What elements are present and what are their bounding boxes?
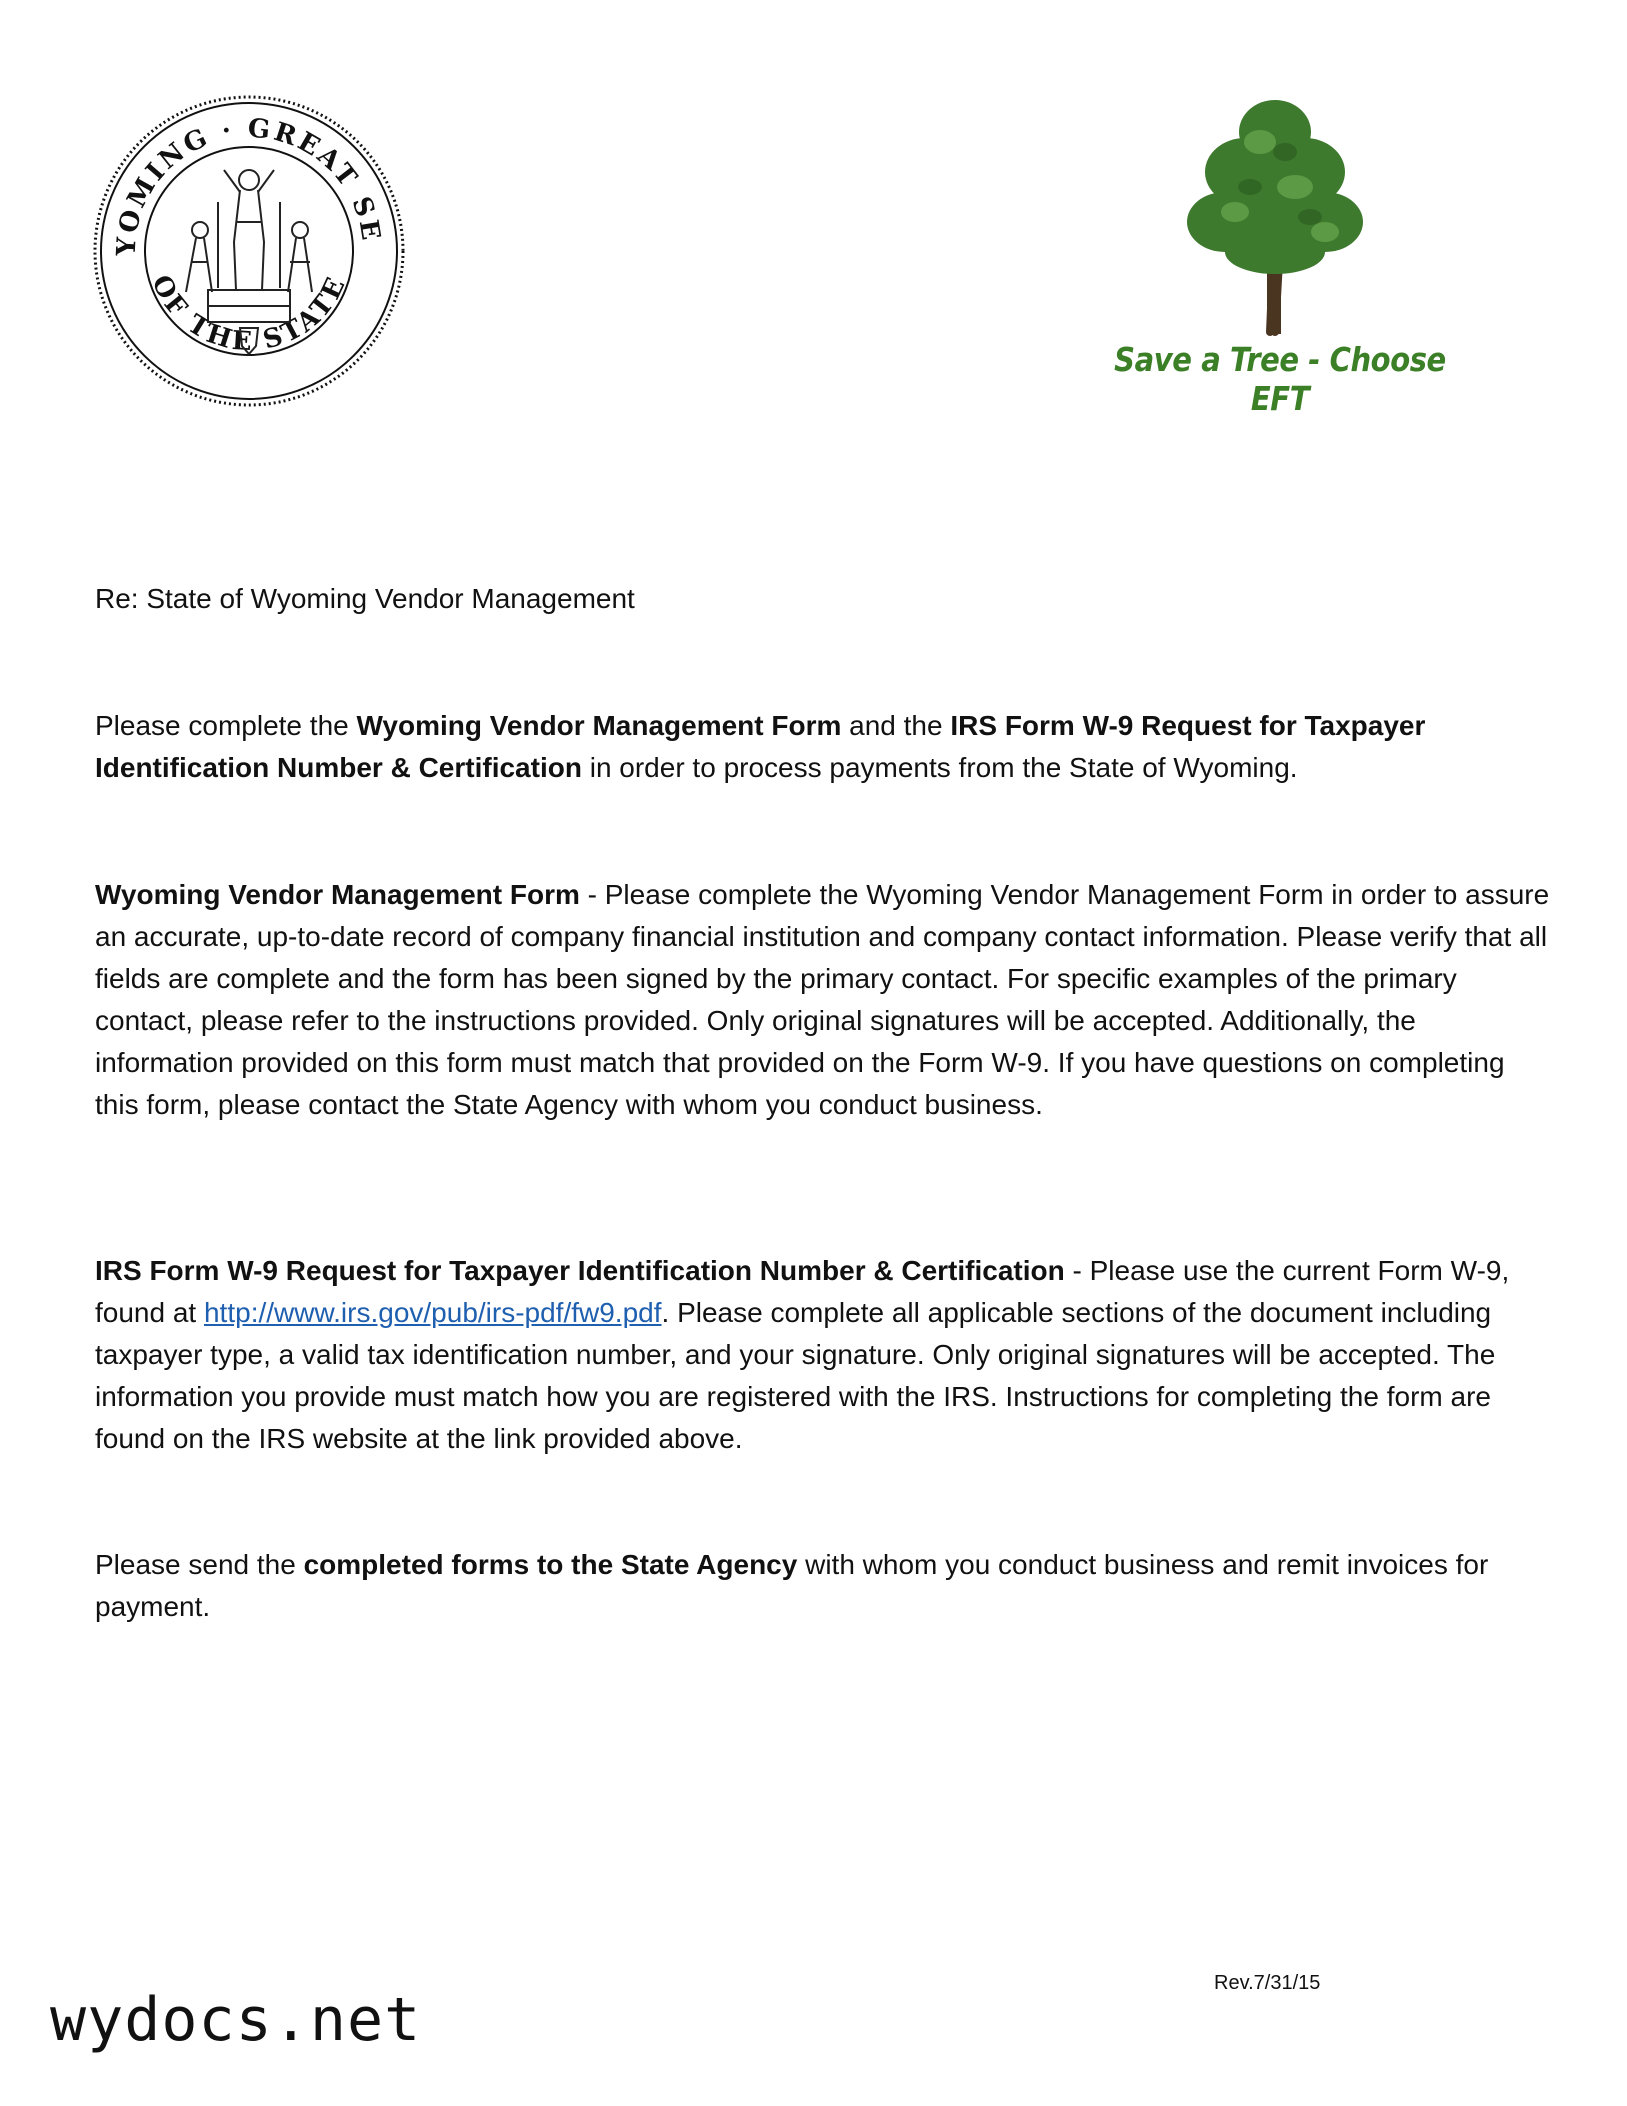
p1-bold-w9-form: IRS Form W-9 Request for Taxpayer Identification Number & Certification (95, 710, 1426, 783)
p1-text-1: Please complete the (95, 710, 357, 741)
seal-text-bottom: OF THE STATE (145, 270, 353, 358)
p1-text-2: and the (841, 710, 951, 741)
p4-bold: completed forms to the State Agency (303, 1549, 798, 1580)
p4-text-1: Please send the (95, 1549, 304, 1580)
send-forms-paragraph (95, 1544, 1555, 1628)
wyoming-great-seal (90, 92, 408, 410)
re-line: Re: State of Wyoming Vendor Management (95, 583, 635, 614)
vendor-form-paragraph (95, 874, 1555, 1126)
wydocs-watermark: wydocs.net (50, 1985, 422, 2055)
revision-date: Rev.7/31/15 (1214, 1972, 1321, 1994)
p2-bold-heading: Wyoming Vendor Management Form (95, 879, 580, 910)
seal-icon (90, 92, 408, 410)
tree-icon (1175, 92, 1375, 342)
p3-bold-heading: IRS Form W-9 Request for Taxpayer Identification Number & Certification (95, 1255, 1065, 1286)
p3-text-2: . Please complete all applicable sections of the document including taxpayer type, a valid tax identification number, and your signature. Only original signatures will be accepted. The information you provide must match how you are registered with the IRS. Instructions for completing the form are found on the IRS website at the link provided above. (95, 1297, 1496, 1454)
p1-bold-vendor-form: Wyoming Vendor Management Form (356, 710, 842, 741)
irs-w9-link[interactable]: http://www.irs.gov/pub/irs-pdf/fw9.pdf (203, 1297, 662, 1328)
intro-paragraph (95, 705, 1555, 789)
w9-paragraph (95, 1250, 1555, 1460)
seal-text-top: YOMING · GREAT SE (111, 113, 387, 257)
tree-illustration (1175, 92, 1375, 342)
p3-text-1: - Please use the current Form W-9, found at (95, 1255, 1510, 1328)
save-a-tree-tagline: Save a Tree - Choose EFT (1114, 340, 1446, 418)
p2-text: - Please complete the Wyoming Vendor Management Form in order to assure an accurate, up-to-date record of company financial institution and company contact information. Please verify that all fields are complete and the form has been signed by the primary contact. For specific examples of the primary contact, please refer to the instructions provided. Only original signatures will be accepted. Additionally, the information provided on this form must match that provided on the Form W-9. If you have questions on completing this form, please contact the State Agency with whom you conduct business. (95, 879, 1550, 1120)
p4-text-2: with whom you conduct business and remit invoices for payment. (95, 1549, 1489, 1622)
p1-text-3: in order to process payments from the State of Wyoming. (581, 752, 1298, 783)
